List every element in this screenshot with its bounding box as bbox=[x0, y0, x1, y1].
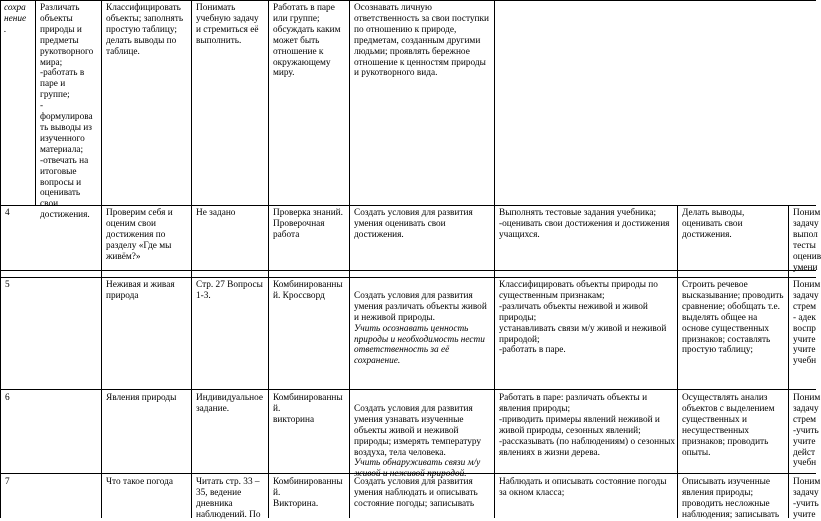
lesson-homework: Не задано bbox=[196, 208, 236, 218]
column-line bbox=[0, 0, 1, 205]
lesson-topic: Проверим себя и оценим свои достижения по разделу «Где мы живём?» bbox=[106, 208, 173, 262]
lesson-activity: Классифицировать объекты природы по существенным признакам; -различать объекты неживой и живой природы; устанавливать связи м/у живой и неживой природой; -работать в паре. bbox=[499, 280, 667, 356]
column-line bbox=[101, 205, 102, 518]
lesson-activity: Работать в паре: различать объекты и явления природы; -приводить примеры явлений неживой и живой природы, сезонных явлений; -рассказывать (по наблюдениям) о сезонных явлениях в жизни дерева. bbox=[499, 393, 676, 458]
lesson-goal-text: Создать условия для развития умения различать объекты живой и неживой природы. bbox=[354, 290, 487, 323]
lesson-type: Комбинированны й. викторина bbox=[273, 393, 343, 425]
row-separator bbox=[0, 277, 816, 278]
lesson-activity: Наблюдать и описывать состояние погоды за окном класса; bbox=[499, 477, 667, 498]
column-line bbox=[677, 205, 678, 518]
column-line bbox=[268, 0, 269, 205]
column-line bbox=[268, 205, 269, 518]
lesson-number: 6 bbox=[5, 393, 10, 403]
lesson-number: 7 bbox=[5, 477, 10, 487]
lesson-cognitive: Описывать изученные явления природы; проводить несложные наблюдения; записывать bbox=[682, 477, 780, 520]
cell-regulatory-actions: Понимать учебную задачу и стремиться её выполнить. bbox=[196, 3, 259, 46]
lesson-goal: Создать условия для развития умения наблюдать и описывать состояние погоды; записывать bbox=[354, 477, 478, 509]
lesson-cognitive: Делать выводы, оценивать свои достижения. bbox=[682, 208, 745, 240]
lesson-homework: Читать стр. 33 – 35, ведение дневника наблюдений. По bbox=[196, 477, 261, 520]
lesson-type: Комбинированны й. Викторина. bbox=[273, 477, 343, 509]
lesson-goal-italic: Учить осознавать ценность природы и необходимость нести ответственность за её сохранение. bbox=[354, 323, 485, 367]
column-line bbox=[349, 205, 350, 518]
lesson-goal-italic: Учить обнаруживать связи м/у живой и неживой природой. bbox=[354, 458, 481, 480]
lesson-cognitive: Строить речевое высказывание; проводить сравнение; обобщать т.е. выделять общее на основе существенных признаков; составлять простую таблицу; bbox=[682, 280, 784, 356]
column-line bbox=[0, 205, 1, 518]
lesson-regulatory: Поним задачу стрем - адек воспр учите учите учебн bbox=[793, 280, 821, 367]
row-separator bbox=[0, 389, 816, 390]
lesson-topic: Явления природы bbox=[106, 393, 177, 403]
column-line bbox=[494, 0, 495, 205]
column-line bbox=[101, 0, 102, 205]
column-line bbox=[191, 0, 192, 205]
lesson-homework: Индивидуальное задание. bbox=[196, 393, 263, 414]
cell-communicative-actions: Работать в паре или группе; обсуждать каким может быть отношение к окружающему миру. bbox=[273, 3, 341, 79]
lesson-goal: Создать условия для развития умения оценивать свои достижения. bbox=[354, 208, 473, 240]
cell-subject-skills: Различать объекты природы и предметы рукотворного мира; -работать в паре и группе; - формулирова ть выводы из изученного материала; -отвечать на итоговые вопросы и оценивать свои достижения. bbox=[40, 3, 94, 221]
cell-personal-results: Осознавать личную ответственность за свои поступки по отношению к природе, предметам, созданным другими людьми; проявлять бережное отношение к ценностям природы и рукотворного вида. bbox=[354, 3, 490, 79]
lesson-activity: Выполнять тестовые задания учебника; -оценивать свои достижения и достижения учащихся. bbox=[499, 208, 670, 240]
lesson-number: 5 bbox=[5, 280, 10, 290]
table-border-top bbox=[0, 0, 816, 1]
lesson-regulatory: Поним задачу -учить учите bbox=[793, 477, 821, 520]
row-separator bbox=[0, 205, 816, 206]
column-line bbox=[35, 0, 36, 205]
lesson-type: Проверка знаний. Проверочная работа bbox=[273, 208, 343, 240]
cell-continuation-text: сохра нение . bbox=[4, 3, 27, 35]
lesson-cognitive: Осуществлять анализ объектов с выделением существенных и несущественных признаков; проводить опыты. bbox=[682, 393, 775, 458]
lesson-topic: Что такое погода bbox=[106, 477, 173, 487]
column-line bbox=[349, 0, 350, 205]
column-line bbox=[191, 205, 192, 518]
lesson-goal bbox=[354, 280, 493, 378]
lesson-topic: Неживая и живая природа bbox=[106, 280, 175, 301]
row-separator bbox=[0, 270, 816, 271]
column-line bbox=[494, 205, 495, 518]
lesson-homework: Стр. 27 Вопросы 1-3. bbox=[196, 280, 263, 301]
lesson-number: 4 bbox=[5, 208, 10, 218]
lesson-regulatory: Поним задачу стрем -учить учите дейст учебн bbox=[793, 393, 821, 469]
lesson-type: Комбинированны й. Кроссворд bbox=[273, 280, 343, 301]
lesson-goal-text: Создать условия для развития умения узнавать изученные объекты живой и неживой природы; измерять температуру воздуха, тела человека. bbox=[354, 403, 482, 458]
lesson-regulatory: Поним задачу выпол тесты оценив умени bbox=[793, 208, 821, 273]
column-line bbox=[788, 205, 789, 518]
cell-cognitive-actions: Классифицировать объекты; заполнять простую таблицу; делать выводы по таблице. bbox=[106, 3, 184, 57]
